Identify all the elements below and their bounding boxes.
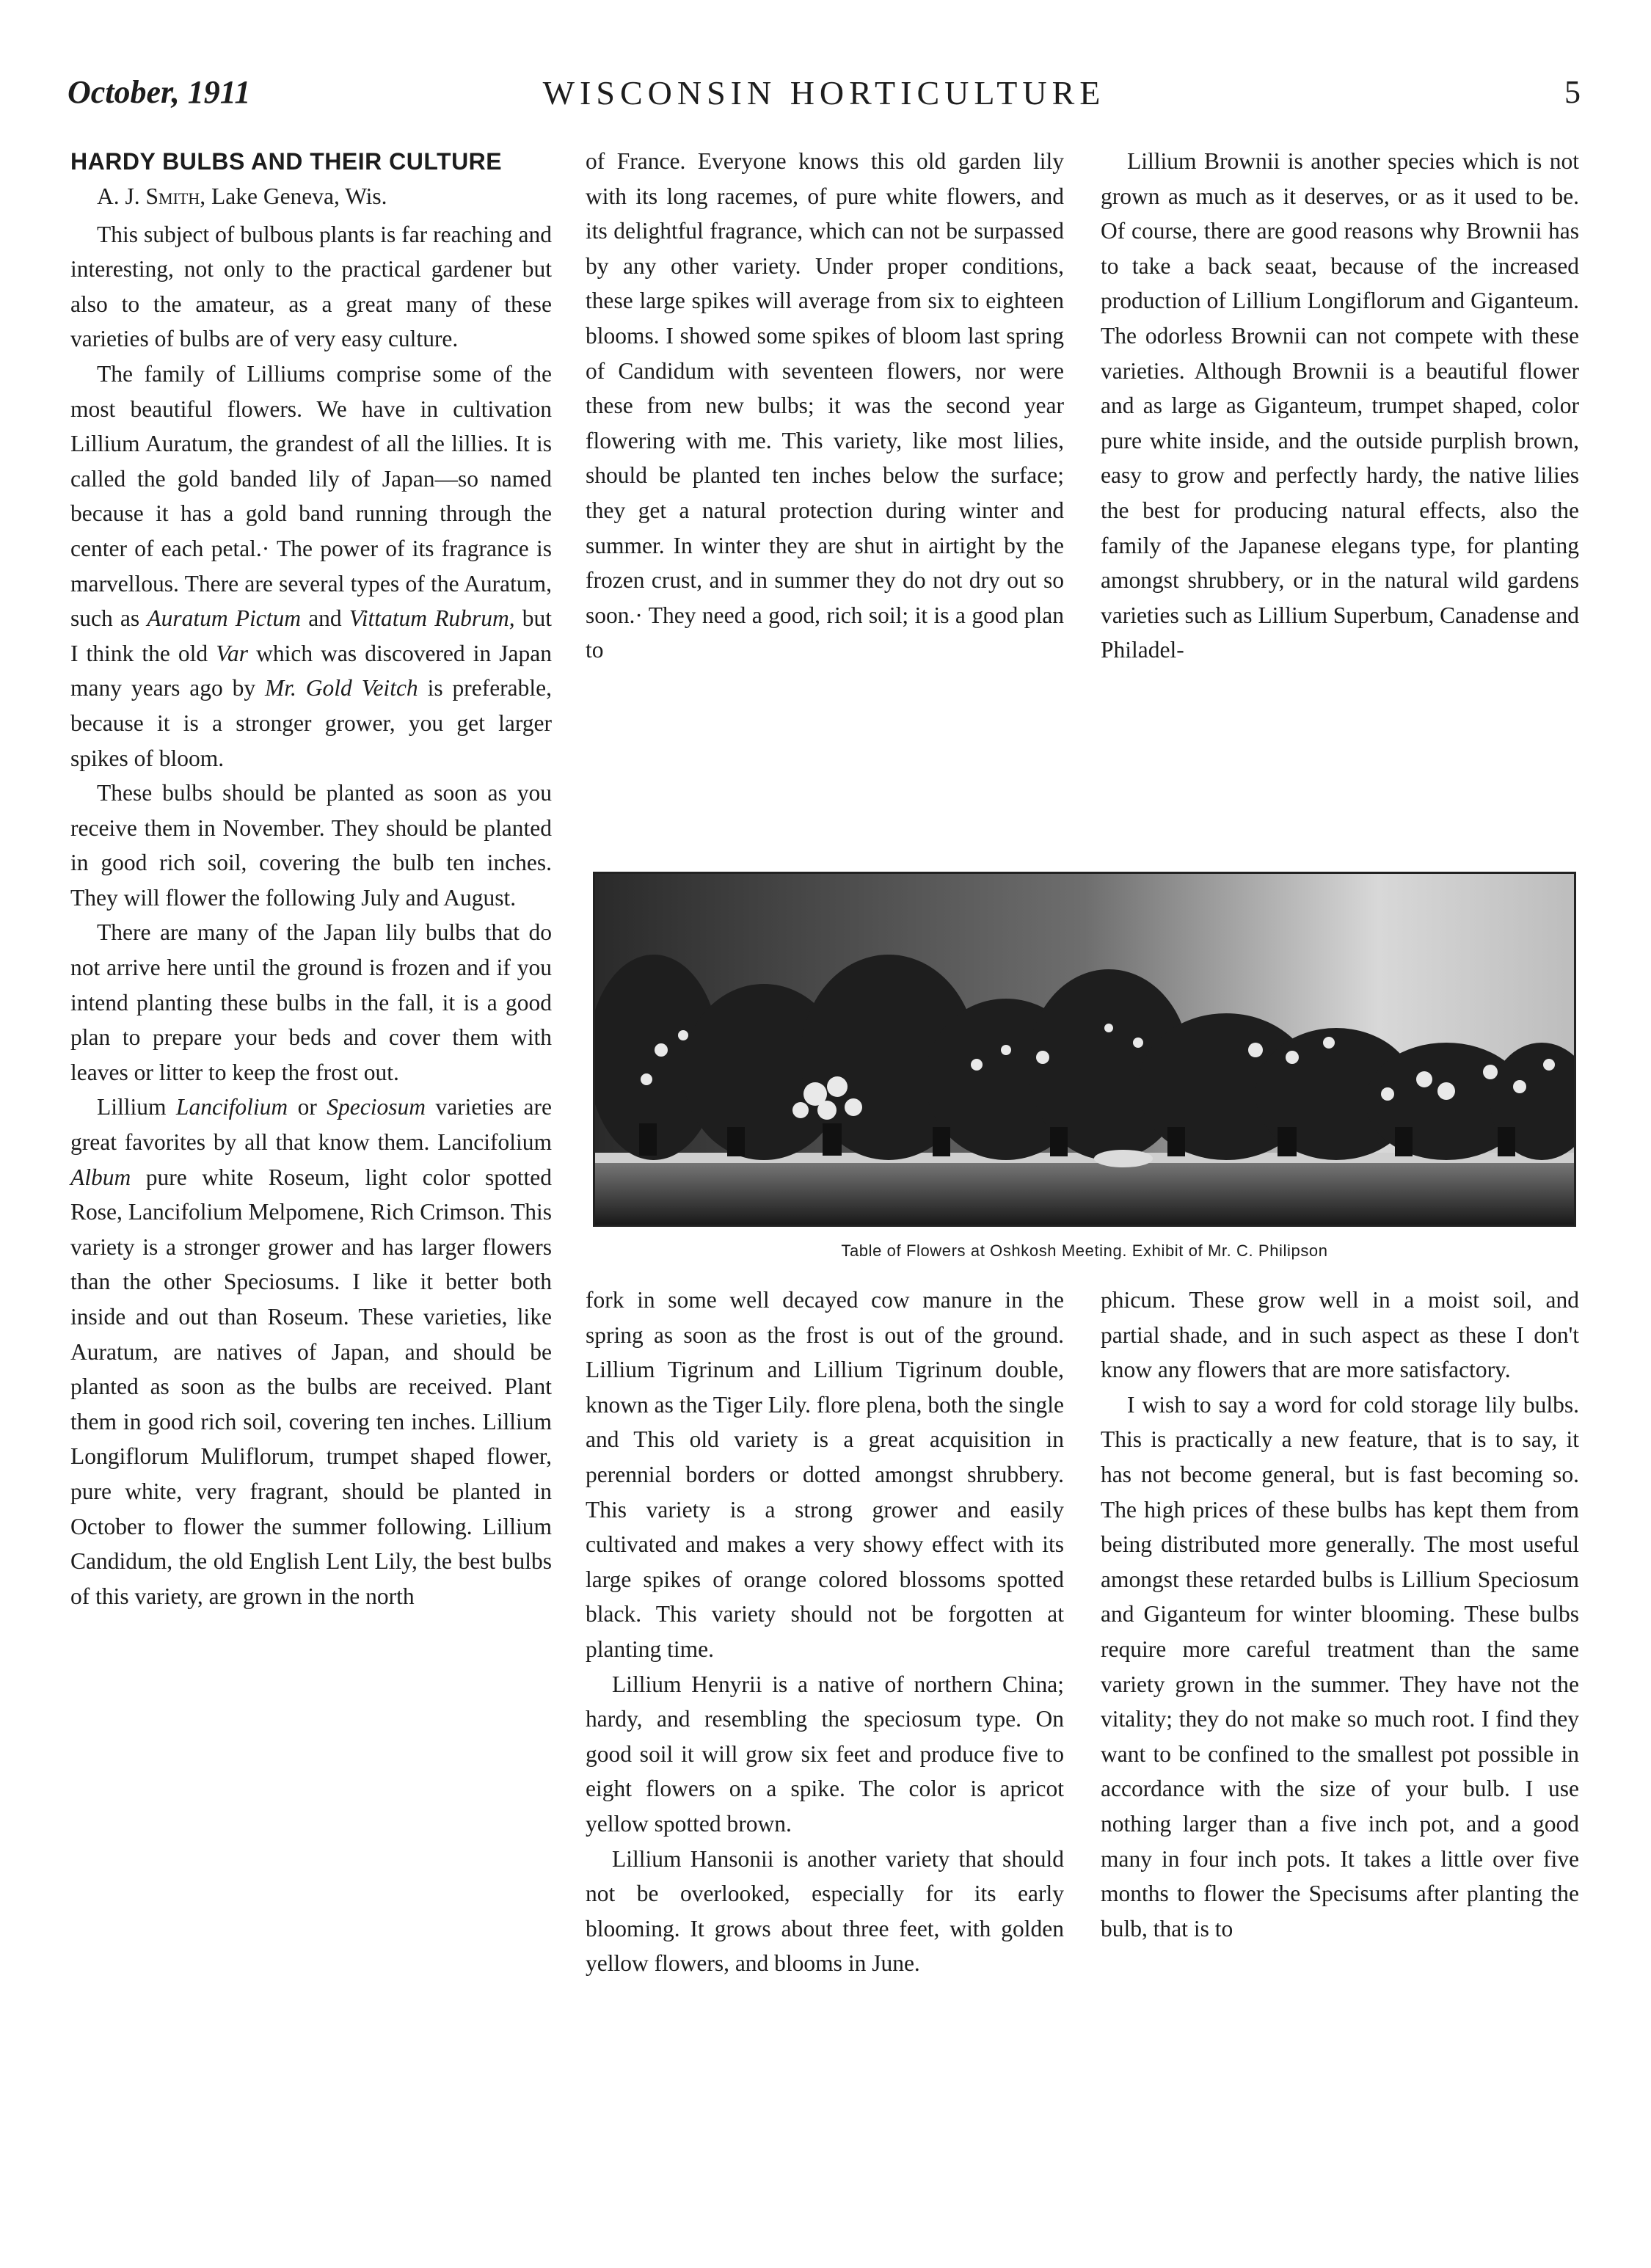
paragraph: The family of Lilliums comprise some of the most beautiful flowers. We have in cultivation Lillium Auratum, the grandest of all the lillies. It is called the gold banded lily of Japan—so named because it has a gold band running through the center of each petal.· The power of its fragrance is marvellous. There are several types of the Auratum, such as Auratum Pictum and Vittatum Rubrum, but I think the old Var which was discovered in Japan many years ago by Mr. Gold Veitch is preferable, because it is a stronger grower, you get larger spikes of bloom. [70, 360, 553, 771]
column-3-top [1101, 144, 1579, 668]
paragraph: phicum. These grow well in a moist soil, and partial shade, and in such aspect as these I don't know any flowers that are more satisfactory. [1101, 1287, 1579, 1383]
issue-date: October, 1911 [68, 74, 251, 110]
column-2-bottom [586, 1283, 1064, 1981]
journal-title: WISCONSIN HORTICULTURE [542, 74, 1106, 112]
column-2-top [586, 144, 1064, 668]
author-name: A. J. Smith, [97, 183, 206, 209]
paragraph: There are many of the Japan lily bulbs that do not arrive here until the ground is frozen and if you intend planting these bulbs in the fall, it is a good plan to prepare your beds and cover them with leaves or litter to keep the frost out. [70, 919, 552, 1085]
paragraph: I wish to say a word for cold storage lily bulbs. This is practically a new feature, that is to say, it has not become general, but is fast becoming so. The high prices of these bulbs has kept them from being distributed more generally. The most useful amongst these retarded bulbs is Lillium Speciosum and Giganteum for winter blooming. These bulbs require more careful treatment than the same variety grown in the summer. They have not the vitality; they do not make so much root. I find they want to be confined to the smallest pot possible in accordance with the size of your bulb. I use nothing larger than a five inch pot, and a good many in four inch pots. It takes a little over five months to flower the Specisums after planting the bulb, that is to [1101, 1391, 1579, 1941]
paragraph: This subject of bulbous plants is far reaching and interesting, not only to the practical gardener but also to the amateur, as a great many of these varieties of bulbs are of very easy culture. [70, 221, 552, 352]
running-header [68, 73, 1581, 125]
paragraph: Lillium Hansonii is another variety that should not be overlooked, especially for its early blooming. It grows about three feet, with golden yellow flowers, and blooms in June. [586, 1845, 1064, 1977]
column-1 [70, 144, 552, 1614]
paragraph: These bulbs should be planted as soon as you receive them in November. They should be planted in good rich soil, covering the bulb ten inches. They will flower the following July and August. [70, 780, 552, 911]
column-3-bottom [1101, 1283, 1579, 1946]
flower-exhibit-photo [593, 872, 1576, 1227]
paragraph: Lillium Brownii is another species which is not grown as much as it deserves, or as it used to be. Of course, there are good reasons why Brownii has to take a back seaat, because of the increased production of Lillium Longiflorum and Giganteum. The odorless Brownii can not compete with these varieties. Although Brownii is a beautiful flower and as large as Giganteum, trumpet shaped, color pure white inside, and the outside purplish brown, easy to grow and perfectly hardy, the native lilies the best for producing natural effects, also the family of the Japanese elegans type, for planting amongst shrubbery, or in the natural wild gardens varieties such as Lillium Superbum, Canadense and Philadel- [1101, 148, 1579, 663]
photo-caption: Table of Flowers at Oshkosh Meeting. Exhibit of Mr. C. Philipson [841, 1241, 1328, 1260]
paragraph: Lillium Lancifolium or Speciosum varieties are great favorites by all that know them. Lancifolium Album pure white Roseum, light color spotted Rose, Lancifolium Melpomene, Rich Crimson. This variety is a stronger grower and has larger flowers than the other Speciosums. I like it better both inside and out than Roseum. These varieties, like Auratum, are natives of Japan, and should be planted as soon as the bulbs are received. Plant them in good rich soil, covering ten inches. Lillium Longiflorum Muliflorum, trumpet shaped flower, pure white, very fragrant, should be planted in October to flower the summer following. Lillium Candidum, the old English Lent Lily, the best bulbs of this variety, are grown in the north [70, 1094, 553, 1609]
paragraph: Lillium Henyrii is a native of northern China; hardy, and resembling the speciosum type. On good soil it will grow six feet and produce five to eight flowers on a spike. The color is apricot yellow spotted brown. [586, 1671, 1064, 1837]
page-number: 5 [1564, 74, 1581, 110]
paragraph: fork in some well decayed cow manure in the spring as soon as the frost is out of the ground. Lillium Tigrinum and Lillium Tigrinum double, known as the Tiger Lily. flore plena, both the single and This old variety is a great acquisition in perennial borders or dotted amongst shrubbery. This variety is a strong grower and easily cultivated and makes a very showy effect with its large spikes of orange colored blossoms spotted black. This variety should not be forgotten at planting time. [586, 1287, 1064, 1662]
article-title: HARDY BULBS AND THEIR CULTURE [70, 148, 503, 175]
paragraph: of France. Everyone knows this old garden lily with its long racemes, of pure white flowers, and its delightful fragrance, which can not be surpassed by any other variety. Under proper conditions, these large spikes will average from six to eighteen blooms. I showed some spikes of bloom last spring of Candidum with seventeen flowers, nor were these from new bulbs; it was the second year flowering with me. This variety, like most lilies, should be planted ten inches below the surface; they get a natural protection during winter and summer. In winter they are shut in airtight by the frozen crust, and in summer they do not dry out so soon.· They need a good, rich soil; it is a good plan to [586, 148, 1064, 663]
author-location: Lake Geneva, Wis. [211, 183, 387, 209]
byline [70, 179, 552, 214]
